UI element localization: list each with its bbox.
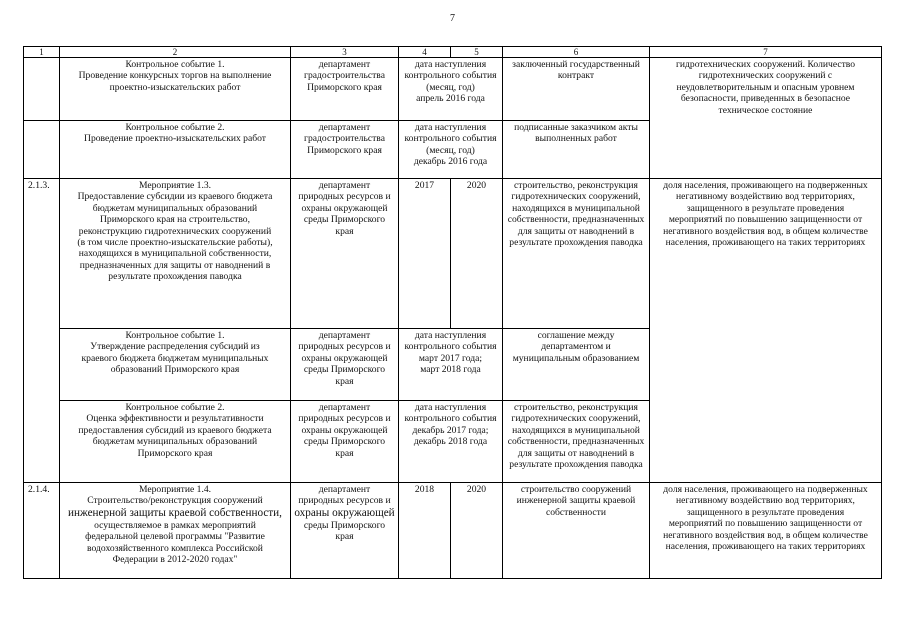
result-line: результате прохождения паводка xyxy=(509,237,643,249)
desc-line: Утверждение распределения субсидий из xyxy=(90,341,260,353)
page-number: 7 xyxy=(450,13,455,24)
item-number: 2.1.3. xyxy=(24,179,60,329)
result-line: департаментом и xyxy=(541,341,611,353)
desc-line: Федерации в 2012-2020 годах" xyxy=(112,554,238,566)
header-cell: 2 xyxy=(60,47,291,58)
result-line: результате прохождения паводка xyxy=(509,459,643,471)
indicator-line: неудовлетворительным и опасным уровнем xyxy=(676,81,855,93)
item-number: 2.1.4. xyxy=(24,483,60,579)
dept-line: среды Приморского xyxy=(303,364,386,376)
indicator-line: безопасности, приведенных в безопасное xyxy=(680,93,851,105)
end-year: 2020 xyxy=(451,483,503,579)
activity-description xyxy=(60,58,291,121)
desc-line: Приморского края на строительство, xyxy=(100,214,250,226)
term-line: декабрь 2018 года xyxy=(413,436,488,448)
dept-line: охраны окружающей xyxy=(301,352,388,364)
result-line: контракт xyxy=(557,70,595,82)
activity-description xyxy=(60,121,291,179)
indicator-line: защищенного в результате проведения xyxy=(686,202,845,214)
desc-line: федеральной целевой программы "Развитие xyxy=(85,531,265,543)
term-line: контрольного события xyxy=(404,70,497,82)
term-line: апрель 2016 года xyxy=(416,93,485,105)
term-line: контрольного события xyxy=(404,413,497,425)
result-line: собственности, предназначенных xyxy=(507,436,645,448)
result-line: собственности xyxy=(545,506,606,518)
term-line: дата наступления xyxy=(414,122,487,133)
table-row xyxy=(24,58,882,121)
term-line: март 2018 года xyxy=(420,364,481,376)
responsible-executor xyxy=(291,121,399,179)
activity-title: Контрольное событие 2. xyxy=(125,122,225,133)
term-line: дата наступления xyxy=(414,402,487,413)
dept-line: департамент xyxy=(318,59,371,70)
desc-line: находящихся в муниципальной собственности, xyxy=(78,248,272,260)
table-row xyxy=(24,179,882,329)
result-line: строительство, реконструкция xyxy=(514,402,638,413)
term-line: (месяц, год) xyxy=(426,81,475,93)
term-line: дата наступления xyxy=(414,330,487,341)
expected-result xyxy=(503,329,650,401)
dept-line: среды Приморского xyxy=(303,436,386,448)
header-cell: 3 xyxy=(291,47,399,58)
activity-title: Мероприятие 1.3. xyxy=(138,180,212,191)
result-line: строительство, реконструкция xyxy=(514,180,638,191)
responsible-executor xyxy=(291,179,399,329)
result-line: соглашение между xyxy=(537,330,615,341)
expected-result xyxy=(503,58,650,121)
indicator-cell xyxy=(650,483,882,579)
event-deadline xyxy=(399,58,503,121)
desc-line: результате прохождения паводка xyxy=(108,271,242,283)
dept-line: департамент xyxy=(318,330,371,341)
desc-line: реконструкцию гидротехнических сооружений xyxy=(78,225,272,237)
activity-description xyxy=(60,401,291,483)
dept-line: департамент xyxy=(318,484,371,495)
desc-line: инженерной защиты краевой собственности, xyxy=(68,506,282,519)
desc-line: Приморского края xyxy=(137,447,213,459)
result-line: гидротехнических сооружений, xyxy=(511,191,641,203)
result-line: для защиты от наводнений в xyxy=(517,225,635,237)
desc-line: Проведение конкурсных торгов на выполнение xyxy=(78,70,272,82)
item-number xyxy=(24,121,60,179)
event-deadline xyxy=(399,329,503,401)
result-line: заключенный государственный xyxy=(512,59,640,70)
desc-line: проектно-изыскательских работ xyxy=(109,81,241,93)
responsible-executor xyxy=(291,58,399,121)
dept-line: природных ресурсов и xyxy=(298,341,391,353)
desc-line: водохозяйственного комплекса Российской xyxy=(87,542,263,554)
dept-line: природных ресурсов и xyxy=(298,495,391,507)
desc-line: предназначенных для защиты от наводнений в xyxy=(79,259,271,271)
indicator-line: гидротехнических сооружений с xyxy=(698,70,833,82)
dept-line: департамент xyxy=(318,402,371,413)
dept-line: Приморского края xyxy=(307,144,382,156)
indicator-cell xyxy=(650,179,882,483)
indicator-line: доля населения, проживающего на подверженных xyxy=(663,484,868,495)
dept-line: края xyxy=(335,447,354,459)
item-number xyxy=(24,401,60,483)
header-cell: 7 xyxy=(650,47,882,58)
activity-title: Контрольное событие 1. xyxy=(125,59,225,70)
term-line: дата наступления xyxy=(414,59,487,70)
desc-line: предоставления субсидий из краевого бюджета xyxy=(78,424,272,436)
activity-description xyxy=(60,179,291,329)
dept-line: края xyxy=(335,225,354,237)
dept-line: среды Приморского xyxy=(303,519,386,531)
end-year: 2020 xyxy=(451,179,503,329)
responsible-executor xyxy=(291,483,399,579)
dept-line: края xyxy=(335,531,354,543)
result-line: собственности, предназначенных xyxy=(507,214,645,226)
dept-line: охраны окружающей xyxy=(301,202,388,214)
indicator-line: мероприятий по повышению защищенности от xyxy=(668,518,863,530)
term-line: контрольного события xyxy=(404,341,497,353)
indicator-line: негативному воздействию вод территориях, xyxy=(676,191,855,203)
dept-line: охраны окружающей xyxy=(294,506,395,519)
dept-line: департамент xyxy=(318,122,371,133)
term-line: март 2017 года; xyxy=(418,352,483,364)
term-line: (месяц, год) xyxy=(426,144,475,156)
indicator-line: гидротехнических сооружений. Количество xyxy=(675,59,856,70)
indicator-line: населения, проживающего на таких территориях xyxy=(665,237,866,249)
desc-line: (в том числе проектно-изыскательские работы), xyxy=(77,237,273,249)
header-cell: 4 xyxy=(399,47,451,58)
dept-line: края xyxy=(335,375,354,387)
activity-title: Контрольное событие 1. xyxy=(125,330,225,341)
desc-line: бюджетам муниципальных образований xyxy=(92,202,258,214)
result-line: для защиты от наводнений в xyxy=(517,447,635,459)
result-line: инженерной защиты краевой xyxy=(516,495,636,507)
item-number xyxy=(24,329,60,401)
dept-line: департамент xyxy=(318,180,371,191)
result-line: подписанные заказчиком акты xyxy=(514,122,638,133)
desc-line: Оценка эффективности и результативности xyxy=(86,413,264,425)
activity-description xyxy=(60,483,291,579)
result-line: строительство сооружений xyxy=(520,484,632,495)
indicator-line: защищенного в результате проведения xyxy=(686,506,845,518)
event-deadline xyxy=(399,401,503,483)
term-line: контрольного события xyxy=(404,133,497,145)
dept-line: природных ресурсов и xyxy=(298,191,391,203)
desc-line: Проведение проектно-изыскательских работ xyxy=(84,133,266,145)
term-line: декабрь 2016 года xyxy=(413,156,488,168)
start-year: 2017 xyxy=(399,179,451,329)
header-cell: 6 xyxy=(503,47,650,58)
result-line: находящихся в муниципальной xyxy=(512,424,640,436)
dept-line: Приморского края xyxy=(307,81,382,93)
dept-line: градостроительства xyxy=(304,70,385,82)
dept-line: градостроительства xyxy=(304,133,385,145)
result-line: находящихся в муниципальной xyxy=(512,202,640,214)
indicator-line: техническое состояние xyxy=(718,104,813,116)
expected-result xyxy=(503,401,650,483)
desc-line: образований Приморского края xyxy=(110,364,240,376)
indicator-line: негативного воздействия вод, в общем количестве xyxy=(663,529,868,541)
activity-title: Мероприятие 1.4. xyxy=(138,484,212,495)
indicator-line: населения, проживающего на таких территориях xyxy=(665,541,866,553)
result-line: муниципальным образованием xyxy=(512,352,640,364)
desc-line: осуществляемое в рамках мероприятий xyxy=(94,519,256,531)
indicator-line: негативному воздействию вод территориях, xyxy=(676,495,855,507)
desc-line: Предоставление субсидии из краевого бюджета xyxy=(77,191,273,203)
result-line: выполненных работ xyxy=(535,133,617,145)
start-year: 2018 xyxy=(399,483,451,579)
term-line: декабрь 2017 года; xyxy=(412,424,489,436)
responsible-executor xyxy=(291,329,399,401)
indicator-cell xyxy=(650,58,882,179)
desc-line: бюджетам муниципальных образований xyxy=(92,436,258,448)
item-number xyxy=(24,58,60,121)
indicator-line: мероприятий по повышению защищенности от xyxy=(668,214,863,226)
program-activities-table xyxy=(23,46,882,579)
desc-line: краевого бюджета бюджетам муниципальных xyxy=(81,352,269,364)
responsible-executor xyxy=(291,401,399,483)
dept-line: охраны окружающей xyxy=(301,424,388,436)
dept-line: среды Приморского xyxy=(303,214,386,226)
indicator-line: негативного воздействия вод, в общем количестве xyxy=(663,225,868,237)
activity-title: Контрольное событие 2. xyxy=(125,402,225,413)
result-line: гидротехнических сооружений, xyxy=(511,413,641,425)
dept-line: природных ресурсов и xyxy=(298,413,391,425)
expected-result xyxy=(503,483,650,579)
header-row xyxy=(24,47,882,58)
header-cell: 5 xyxy=(451,47,503,58)
activity-description xyxy=(60,329,291,401)
desc-line: Строительство/реконструкция сооружений xyxy=(87,495,263,507)
indicator-line: доля населения, проживающего на подверженных xyxy=(663,180,868,191)
event-deadline xyxy=(399,121,503,179)
header-cell: 1 xyxy=(24,47,60,58)
expected-result xyxy=(503,121,650,179)
expected-result xyxy=(503,179,650,329)
table-row xyxy=(24,483,882,579)
